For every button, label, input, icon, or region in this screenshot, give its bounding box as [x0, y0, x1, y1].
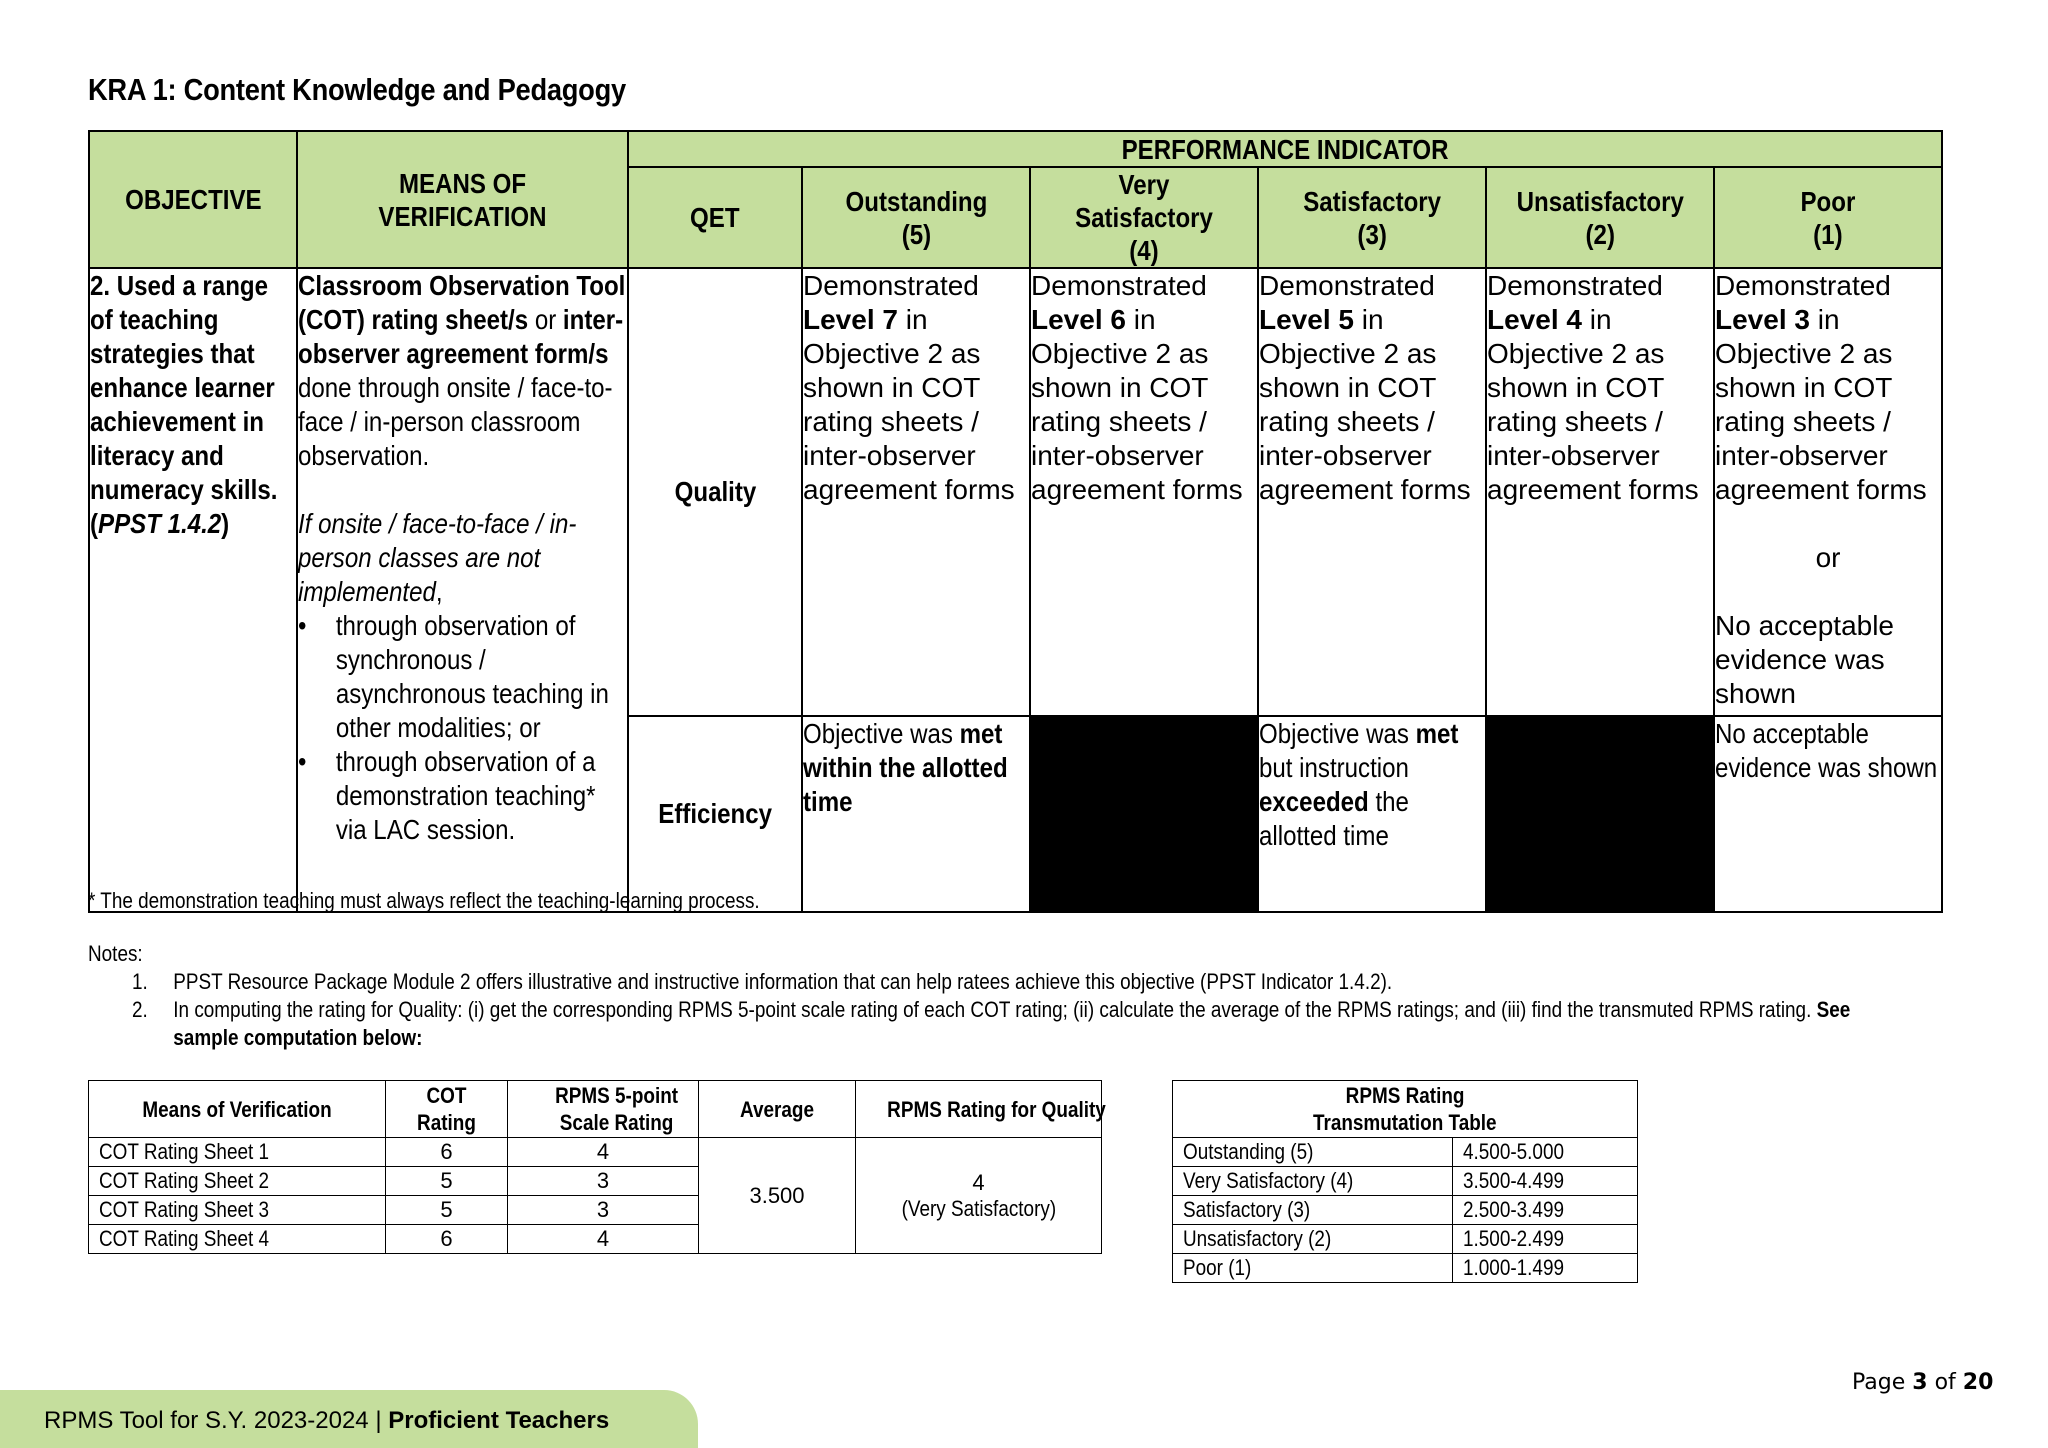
means-of-verification-cell: Classroom Observation Tool (COT) rating sheet/s or inter-observer agreement form/s done through onsite / face-to-face / in-person classroom observation. If onsite / face-to-face / in-person classes are not implemented, • through observation of synchronous / asynchronous teaching in other modalities; or • through observation of a demonstration teaching* via LAC session.	[297, 268, 628, 912]
performance-indicator-header: PERFORMANCE INDICATOR	[628, 131, 1942, 167]
means-bullet-2: • through observation of a demonstration teaching* via LAC session.	[336, 745, 626, 847]
kra-title: KRA 1: Content Knowledge and Pedagogy	[88, 72, 626, 107]
table-row: COT Rating Sheet 3 5 3	[89, 1196, 1102, 1225]
quality-very-satisfactory: Demonstrated Level 6 in Objective 2 as shown in COT rating sheets / inter-observer agreement forms	[1030, 268, 1258, 716]
quality-poor: Demonstrated Level 3 in Objective 2 as shown in COT rating sheets / inter-observer agreement forms or No acceptable evidence was shown	[1714, 268, 1942, 716]
table-row: Very Satisfactory (4) 3.500-4.499	[1173, 1167, 1638, 1196]
efficiency-unsatisfactory-blocked	[1486, 716, 1714, 912]
objective-header: OBJECTIVE	[89, 131, 297, 268]
table-row: Outstanding (5) 4.500-5.000	[1173, 1138, 1638, 1167]
col-rpms-quality: RPMS Rating for Quality	[856, 1081, 1102, 1138]
level-header-poor: Poor (1)	[1714, 167, 1942, 268]
table-row: Poor (1) 1.000-1.499	[1173, 1254, 1638, 1283]
level-header-outstanding: Outstanding (5)	[802, 167, 1030, 268]
ppst-ref: PPST 1.4.2	[98, 508, 222, 539]
objective-text: 2. Used a range of teaching strategies that enhance learner achievement in literacy and numeracy skills.	[90, 270, 278, 505]
efficiency-outstanding: Objective was met within the allotted time	[802, 716, 1030, 912]
footer-text: RPMS Tool for S.Y. 2023-2024 | Proficient Teachers	[44, 1407, 610, 1434]
table-row: COT Rating Sheet 1 6 4 3.500 4 (Very Satisfactory)	[89, 1138, 1102, 1167]
table-row: Unsatisfactory (2) 1.500-2.499	[1173, 1225, 1638, 1254]
notes-label: Notes:	[88, 941, 143, 966]
means-header: MEANS OF VERIFICATION	[297, 131, 628, 268]
note-2: 2. In computing the rating for Quality: (i) get the corresponding RPMS 5-point scale rating of each COT rating; (ii) calculate the average of the RPMS ratings; and (iii) find the transmuted RPMS rating. See sample computation below:	[132, 997, 1851, 1050]
objective-cell: 2. Used a range of teaching strategies that enhance learner achievement in literacy and numeracy skills. (PPST 1.4.2)	[89, 268, 297, 912]
level-header-satisfactory: Satisfactory (3)	[1258, 167, 1486, 268]
efficiency-satisfactory: Objective was met but instruction exceeded the allotted time	[1258, 716, 1486, 912]
col-means: Means of Verification	[89, 1081, 386, 1138]
rpms-quality-value: 4 (Very Satisfactory)	[856, 1138, 1102, 1254]
quality-outstanding: Demonstrated Level 7 in Objective 2 as shown in COT rating sheets / inter-observer agreement forms	[802, 268, 1030, 716]
col-rpms-scale: RPMS 5-point Scale Rating	[508, 1081, 699, 1138]
note-1: 1. PPST Resource Package Module 2 offers illustrative and instructive information that can help ratees achieve this objective (PPST Indicator 1.4.2).	[132, 969, 1393, 994]
quality-unsatisfactory: Demonstrated Level 4 in Objective 2 as shown in COT rating sheets / inter-observer agreement forms	[1486, 268, 1714, 716]
average-value: 3.500	[699, 1138, 856, 1254]
transmutation-title: RPMS Rating Transmutation Table	[1173, 1081, 1638, 1138]
efficiency-very-satisfactory-blocked	[1030, 716, 1258, 912]
col-average: Average	[699, 1081, 856, 1138]
page-number: Page 3 of 20	[1852, 1370, 1994, 1395]
sample-computation-table	[88, 1080, 1106, 1254]
means-bullet-1: • through observation of synchronous / asynchronous teaching in other modalities; or	[336, 609, 626, 745]
col-cot-rating: COT Rating	[386, 1081, 508, 1138]
qet-quality: Quality	[628, 268, 802, 716]
efficiency-poor: No acceptable evidence was shown	[1714, 716, 1942, 912]
qet-header: QET	[628, 167, 802, 268]
table-row: Satisfactory (3) 2.500-3.499	[1173, 1196, 1638, 1225]
table-row: COT Rating Sheet 2 5 3	[89, 1167, 1102, 1196]
table-row: COT Rating Sheet 4 6 4	[89, 1225, 1102, 1254]
footnote: * The demonstration teaching must always reflect the teaching-learning process.	[88, 888, 760, 913]
level-header-very-satisfactory: Very Satisfactory (4)	[1030, 167, 1258, 268]
quality-satisfactory: Demonstrated Level 5 in Objective 2 as shown in COT rating sheets / inter-observer agreement forms	[1258, 268, 1486, 716]
transmutation-table	[1172, 1080, 1638, 1283]
level-header-unsatisfactory: Unsatisfactory (2)	[1486, 167, 1714, 268]
performance-indicator-table	[88, 130, 1943, 913]
qet-efficiency: Efficiency	[628, 716, 802, 912]
